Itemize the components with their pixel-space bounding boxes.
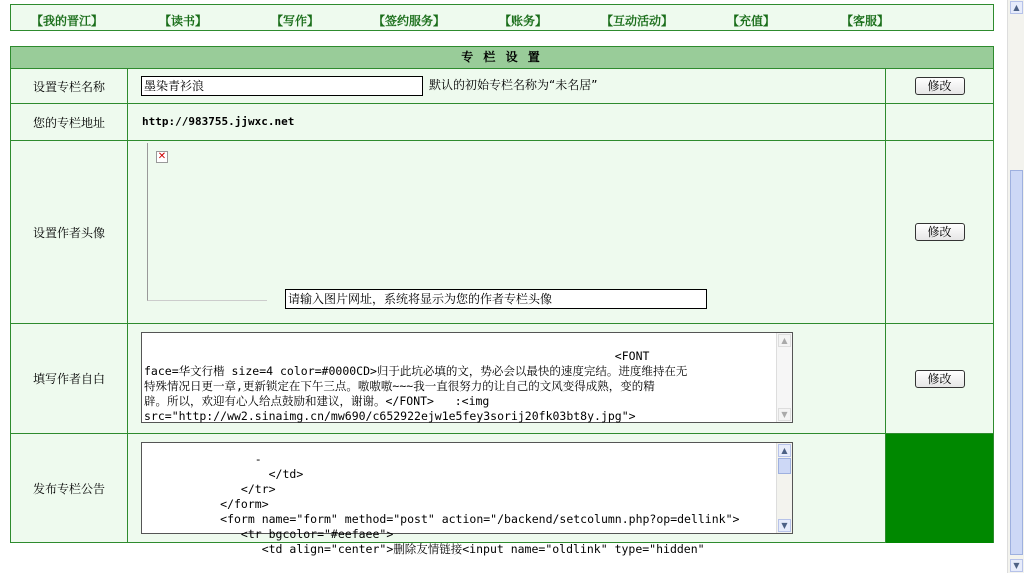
announcement-line: </form> (144, 497, 269, 511)
nav-write[interactable]: 【写作】 (271, 14, 320, 28)
announcement-action-cell (885, 434, 993, 543)
author-bio-scrollbar[interactable] (776, 333, 792, 422)
announcement-line: </tr> (144, 482, 276, 496)
column-name-modify-button[interactable]: 修改 (915, 77, 965, 95)
scroll-down-arrow-icon[interactable]: ▼ (778, 519, 791, 532)
announcement-line: <form name="form" method="post" action="/backend/setcolumn.php?op=dellink"> (144, 512, 740, 526)
column-name-input[interactable]: 墨染青衫浪 (141, 76, 423, 96)
announcement-label: 发布专栏公告 (11, 434, 128, 543)
column-name-label: 设置专栏名称 (11, 69, 128, 103)
bio-line: <FONT (144, 349, 650, 363)
nav-service[interactable]: 【客服】 (841, 14, 890, 28)
avatar-image-placeholder (147, 143, 267, 301)
nav-activities[interactable]: 【互动活动】 (601, 14, 674, 28)
row-column-name (11, 69, 993, 104)
panel-title: 专 栏 设 置 (11, 47, 993, 69)
nav-my-jinjiang[interactable]: 【我的晋江】 (31, 14, 104, 28)
scroll-up-arrow-icon[interactable]: ▲ (778, 444, 791, 457)
announcement-scroll-thumb[interactable] (778, 458, 791, 474)
nav-recharge[interactable]: 【充值】 (727, 14, 776, 28)
scroll-down-arrow-icon[interactable]: ▼ (778, 408, 791, 421)
scroll-up-arrow-icon[interactable]: ▲ (778, 334, 791, 347)
announcement-line: </td> (144, 467, 304, 481)
avatar-label: 设置作者头像 (11, 141, 128, 323)
author-bio-modify-button[interactable]: 修改 (915, 370, 965, 388)
author-bio-textarea[interactable] (141, 332, 793, 423)
column-settings-panel (10, 46, 994, 556)
avatar-modify-button[interactable]: 修改 (915, 223, 965, 241)
author-bio-action-cell (885, 324, 993, 433)
avatar-action-cell (885, 141, 993, 323)
announcement-line: <td align="center">删除友情链接<input name="oldlink" type="hidden" (144, 542, 705, 556)
announcement-textarea[interactable] (141, 442, 793, 556)
column-url-value: http://983755.jjwxc.net (142, 115, 295, 128)
announcement-line: <tr bgcolor="#eefaee"> (144, 527, 394, 541)
bio-line: 特殊情况日更一章,更新锁定在下午三点。嗷嗷嗷~~~我一直很努力的让自己的文风变得成熟，变的精 (144, 379, 655, 393)
bio-line: src="http://ww2.sinaimg.cn/mw690/c652922ejw1e5fey3sorij20fk03bt8y.jpg"> (144, 409, 636, 423)
announcement-line: - (144, 452, 262, 466)
row-column-url (11, 104, 993, 141)
scroll-down-arrow-icon[interactable]: ▼ (1010, 559, 1023, 572)
nav-sign-service[interactable]: 【签约服务】 (373, 14, 446, 28)
row-author-bio (11, 324, 993, 434)
row-avatar (11, 141, 993, 324)
column-url-label: 您的专栏地址 (11, 104, 128, 140)
bio-line: 辟。所以，欢迎有心人给点鼓励和建议，谢谢。</FONT> :<img (144, 394, 490, 408)
column-name-action-cell (885, 69, 993, 103)
announcement-scrollbar[interactable] (776, 443, 792, 533)
row-announcement (11, 434, 993, 556)
page-scroll-thumb[interactable] (1010, 170, 1023, 555)
top-nav (10, 4, 994, 31)
avatar-url-input[interactable]: 请输入图片网址，系统将显示为您的作者专栏头像 (285, 289, 707, 309)
nav-read[interactable]: 【读书】 (159, 14, 208, 28)
nav-account[interactable]: 【账务】 (499, 14, 548, 28)
page-scrollbar[interactable] (1007, 0, 1024, 573)
author-bio-label: 填写作者自白 (11, 324, 128, 433)
broken-image-icon: ✕ (157, 151, 167, 162)
scroll-up-arrow-icon[interactable]: ▲ (1010, 1, 1023, 14)
column-name-hint: 默认的初始专栏名称为“未名居” (429, 78, 598, 92)
announcement-text (144, 437, 774, 587)
column-url-action-cell (885, 104, 993, 140)
bio-line: face=华文行楷 size=4 color=#0000CD>归于此坑必填的文，势必会以最快的速度完结。进度维持在无 (144, 364, 688, 378)
